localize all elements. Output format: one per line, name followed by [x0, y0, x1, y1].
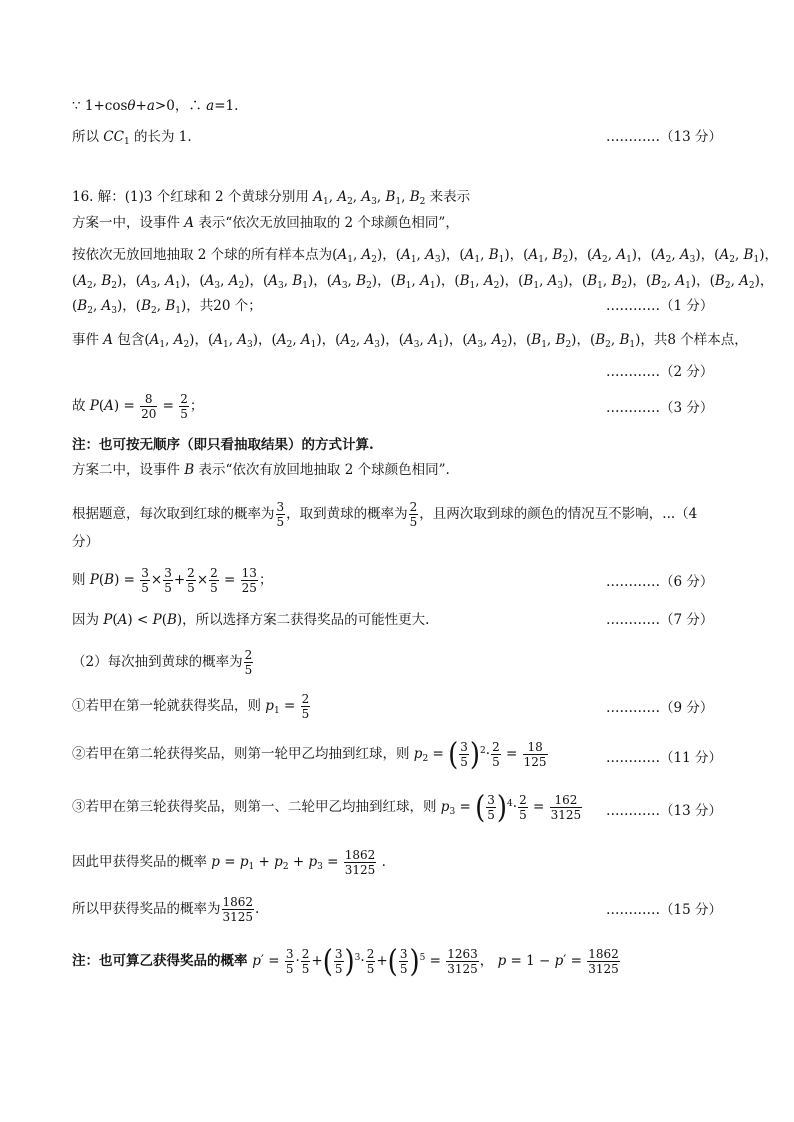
case-round-3: ③若甲在第三轮获得奖品，则第一、二轮甲乙均抽到红球，则 $p_3$ = ( $\frac{3}{5}$ )$^4$· $\frac{2}{5}$ = $\frac{162}{3125}$ — [72, 789, 582, 826]
fraction-2-5: $\frac{2}{5}$ — [187, 566, 195, 595]
score-13-second: …………（13 分） — [606, 803, 722, 819]
fraction-2-5: $\frac{2}{5}$ — [244, 648, 253, 677]
sample-space-line-2: ($A_2$, $B_2$)，($A_3$, $A_1$)，($A_3$, $A_2$)，($A_3$, $B_1$)，($A_3$, $B_2$)，($B_1$, $A_1$)，($B_1$, $A_2$)，($B_1$, $A_3$)，($B_1$, $B_2$)，($B_2$, $A_1$)，($B_2$, $A_2$)， — [72, 273, 774, 291]
fraction-3-5: $\frac{3}{5}$ — [487, 793, 495, 822]
fraction-1862-3125: $\frac{1862}{3125}$ — [222, 895, 254, 924]
fraction-2-5: $\frac{2}{5}$ — [180, 392, 188, 421]
score-3: …………（3 分） — [606, 400, 714, 416]
fraction-8-20: $\frac{8}{20}$ — [141, 392, 157, 421]
fraction-1263-3125: $\frac{1263}{3125}$ — [447, 947, 478, 976]
fraction-2-5: $\frac{2}{5}$ — [301, 947, 310, 976]
score-13-first: …………（13 分） — [606, 129, 722, 145]
score-6: …………（6 分） — [606, 574, 714, 590]
score-15: …………（15 分） — [606, 902, 722, 918]
fraction-2-5: $\frac{2}{5}$ — [301, 692, 310, 721]
plan-one-event-a: 方案一中，设事件 A 表示“依次无放回抽取的 2 个球颜色相同”， — [72, 215, 459, 231]
total-probability: 因此甲获得奖品的概率 $p = p_1 + p_2 + p_3$ = $\frac{1862}{3125}$ . — [72, 848, 386, 877]
fraction-3-5: $\frac{3}{5}$ — [164, 566, 172, 595]
part-2-yellow-prob: （2）每次抽到黄球的概率为 $\frac{2}{5}$ — [72, 648, 253, 677]
fraction-1862-3125: $\frac{1862}{3125}$ — [344, 848, 376, 877]
fraction-162-3125: $\frac{162}{3125}$ — [550, 793, 582, 822]
fraction-18-125: $\frac{18}{125}$ — [523, 740, 547, 769]
fraction-1862-3125: $\frac{1862}{3125}$ — [588, 947, 619, 976]
fraction-3-5: $\frac{3}{5}$ — [285, 947, 294, 976]
prob-b-equation: 则 P(B) = $\frac{3}{5}$ × $\frac{3}{5}$ + $\frac{2}{5}$ × $\frac{2}{5}$ = $\frac{13}{25}$ ； — [72, 566, 273, 595]
compare-plans: 因为 P(A) < P(B)，所以选择方案二获得奖品的可能性更大. — [72, 612, 430, 628]
score-4-tail: 分） — [72, 534, 99, 550]
fraction-2-5: $\frac{2}{5}$ — [492, 740, 500, 769]
fraction-2-5: $\frac{2}{5}$ — [519, 793, 527, 822]
score-11: …………（11 分） — [606, 750, 722, 766]
fraction-2-5: $\frac{2}{5}$ — [210, 566, 218, 595]
case-round-1: ①若甲在第一轮就获得奖品，则 $p_1$ = $\frac{2}{5}$ — [72, 692, 310, 721]
fraction-3-5: $\frac{3}{5}$ — [399, 947, 408, 976]
score-1: …………（1 分） — [606, 298, 714, 314]
fraction-3-5: $\frac{3}{5}$ — [334, 947, 343, 976]
fraction-3-5: $\frac{3}{5}$ — [141, 566, 149, 595]
conclusion: 所以甲获得奖品的概率为 $\frac{1862}{3125}$ . — [72, 895, 260, 924]
note-alternative: 注：也可算乙获得奖品的概率 p′ = $\frac{3}{5}$ · $\frac{2}{5}$ +( $\frac{3}{5}$ )$^3$· $\frac{2}{5}$ +( $\frac{3}{5}$ )$^5$ = $\frac{1263}{3125}$ ， p = 1 − p′ = $\frac{1862}{3125}$ — [72, 943, 619, 980]
score-7: …………（7 分） — [606, 612, 714, 628]
prob-a-equation: 故 P(A) = $\frac{8}{20}$ = $\frac{2}{5}$ ； — [72, 392, 204, 421]
line-condition: ∵ 1+cosθ+a>0，∴ a=1. — [72, 98, 239, 114]
problem-16-header: 16. 解：(1)3 个红球和 2 个黄球分别用 $A_1$, $A_2$, $A_3$, $B_1$, $B_2$ 来表示 — [72, 189, 471, 207]
fraction-2-5: $\frac{2}{5}$ — [409, 500, 418, 529]
note-unordered: 注：也可按无顺序（即只看抽取结果）的方式计算. — [72, 437, 374, 453]
case-round-2: ②若甲在第二轮获得奖品，则第一轮甲乙均抽到红球，则 $p_2$ = ( $\frac{3}{5}$ )$^2$· $\frac{2}{5}$ = $\frac{18}{125}$ — [72, 736, 547, 773]
sample-space-line-1: 按依次无放回地抽取 2 个球的所有样本点为($A_1$, $A_2$)，($A_1$, $A_3$)，($A_1$, $B_1$)，($A_1$, $B_2$)，($A_2$, $A_1$)，($A_2$, $A_3$)，($A_2$, $B_1$)， — [72, 247, 778, 265]
fraction-13-25: $\frac{13}{25}$ — [241, 566, 257, 595]
fraction-3-5: $\frac{3}{5}$ — [276, 500, 285, 529]
score-2: …………（2 分） — [606, 364, 714, 380]
fraction-3-5: $\frac{3}{5}$ — [460, 740, 468, 769]
fraction-2-5: $\frac{2}{5}$ — [366, 947, 375, 976]
sample-space-line-3: ($B_2$, $A_3$)，($B_2$, $B_1$)，共20 个； — [72, 298, 262, 316]
event-a-contains: 事件 A 包含($A_1$, $A_2$)，($A_1$, $A_3$)，($A_2$, $A_1$)，($A_2$, $A_3$)，($A_3$, $A_1$)，($A_3$, $A_2$)，($B_1$, $B_2$)，($B_2$, $B_1$)，共8 个样本点， — [72, 332, 748, 350]
plan-two-event-b: 方案二中，设事件 B 表示“依次有放回地抽取 2 个球颜色相同”. — [72, 462, 450, 478]
score-9: …………（9 分） — [606, 700, 714, 716]
line-cc1-length: 所以 $CC_1$ 的长为 1. — [72, 129, 192, 147]
independence-line: 根据题意，每次取到红球的概率为 $\frac{3}{5}$ ，取到黄球的概率为 $\frac{2}{5}$ ，且两次取到球的颜色的情况互不影响，...（4 — [72, 500, 698, 529]
